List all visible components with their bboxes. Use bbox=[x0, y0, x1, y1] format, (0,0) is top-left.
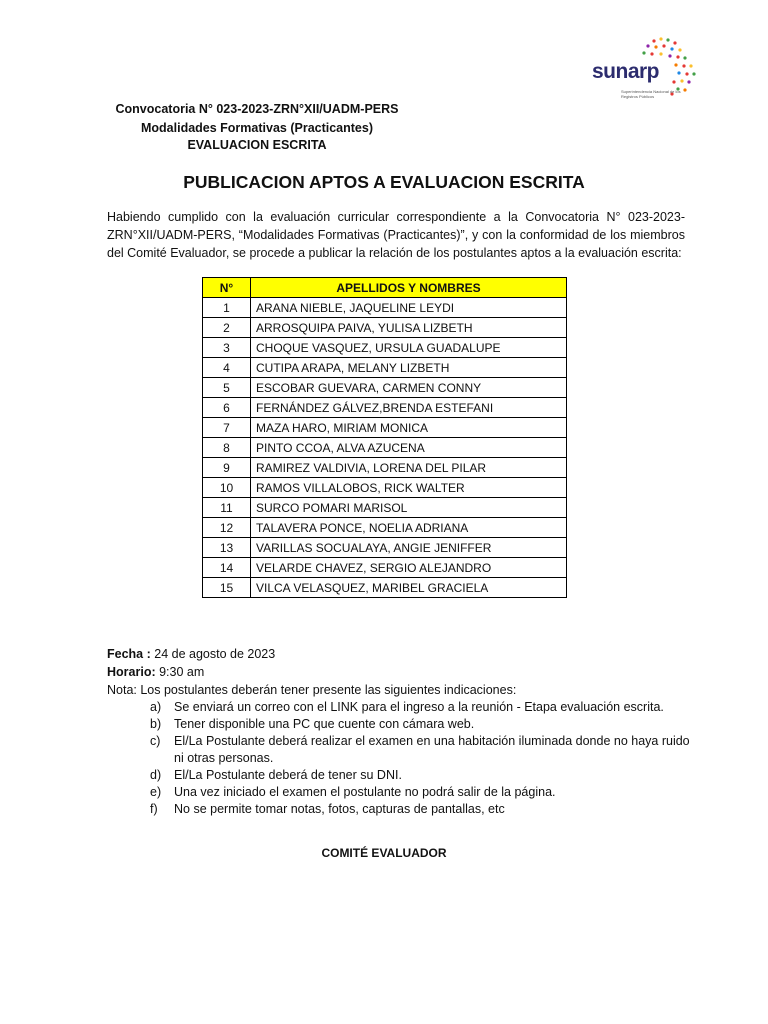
candidates-table bbox=[202, 277, 567, 598]
table-row bbox=[203, 338, 567, 358]
table-row bbox=[203, 298, 567, 318]
row-candidate-name: RAMOS VILLALOBOS, RICK WALTER bbox=[251, 478, 567, 498]
table-row bbox=[203, 418, 567, 438]
row-number: 10 bbox=[203, 478, 251, 498]
table-row bbox=[203, 478, 567, 498]
list-item-letter: f) bbox=[150, 802, 158, 816]
list-item-text: El/La Postulante deberá de tener su DNI. bbox=[174, 768, 402, 782]
list-item-text: No se permite tomar notas, fotos, capturas de pantallas, etc bbox=[174, 802, 505, 816]
row-number: 15 bbox=[203, 578, 251, 598]
row-number: 5 bbox=[203, 378, 251, 398]
row-candidate-name: CUTIPA ARAPA, MELANY LIZBETH bbox=[251, 358, 567, 378]
row-number: 11 bbox=[203, 498, 251, 518]
table-row bbox=[203, 518, 567, 538]
row-number: 2 bbox=[203, 318, 251, 338]
table-body bbox=[203, 298, 567, 598]
row-candidate-name: VILCA VELASQUEZ, MARIBEL GRACIELA bbox=[251, 578, 567, 598]
list-item-text: El/La Postulante deberá realizar el examen en una habitación iluminada donde no haya ruido ni otras personas. bbox=[174, 734, 690, 765]
row-number: 3 bbox=[203, 338, 251, 358]
row-candidate-name: TALAVERA PONCE, NOELIA ADRIANA bbox=[251, 518, 567, 538]
row-candidate-name: PINTO CCOA, ALVA AZUCENA bbox=[251, 438, 567, 458]
indications-list bbox=[150, 699, 690, 818]
sunarp-logo bbox=[588, 36, 700, 102]
list-item bbox=[150, 767, 690, 784]
signature: COMITÉ EVALUADOR bbox=[321, 846, 447, 860]
table-row bbox=[203, 558, 567, 578]
table-row bbox=[203, 378, 567, 398]
list-item bbox=[150, 733, 690, 767]
column-header-names: APELLIDOS Y NOMBRES bbox=[251, 278, 567, 298]
table-row bbox=[203, 458, 567, 478]
fecha-value: 24 de agosto de 2023 bbox=[154, 647, 276, 661]
row-candidate-name: RAMIREZ VALDIVIA, LORENA DEL PILAR bbox=[251, 458, 567, 478]
intro-paragraph: Habiendo cumplido con la evaluación curricular correspondiente a la Convocatoria N° 023-2023-ZRN°XII/UADM-PERS, “Modalidades Formativas (Practicantes)”, y con la conformidad de los miembros del Comité Evaluador, se procede a publicar la relación de los postulantes aptos a la evaluación escrita: bbox=[107, 210, 685, 260]
list-item bbox=[150, 699, 690, 716]
modalidad-title: Modalidades Formativas (Practicantes) bbox=[140, 121, 374, 135]
row-number: 1 bbox=[203, 298, 251, 318]
evaluation-type-title: EVALUACION ESCRITA bbox=[187, 138, 327, 152]
table-row bbox=[203, 398, 567, 418]
column-header-number: N° bbox=[203, 278, 251, 298]
table-row bbox=[203, 358, 567, 378]
list-item bbox=[150, 784, 690, 801]
row-number: 7 bbox=[203, 418, 251, 438]
row-number: 12 bbox=[203, 518, 251, 538]
list-item bbox=[150, 801, 690, 818]
fecha-line bbox=[107, 646, 275, 663]
table-header-row bbox=[203, 278, 567, 298]
row-candidate-name: MAZA HARO, MIRIAM MONICA bbox=[251, 418, 567, 438]
convocatoria-title: Convocatoria N° 023-2023-ZRN°XII/UADM-PERS bbox=[115, 102, 399, 116]
table-row bbox=[203, 538, 567, 558]
logo-wordmark: sunarp bbox=[592, 60, 660, 83]
list-item-text: Tener disponible una PC que cuente con cámara web. bbox=[174, 717, 475, 731]
list-item-text: Una vez iniciado el examen el postulante no podrá salir de la página. bbox=[174, 785, 556, 799]
row-number: 6 bbox=[203, 398, 251, 418]
row-number: 14 bbox=[203, 558, 251, 578]
row-candidate-name: SURCO POMARI MARISOL bbox=[251, 498, 567, 518]
list-item bbox=[150, 716, 690, 733]
list-item-letter: d) bbox=[150, 768, 162, 782]
horario-line bbox=[107, 664, 204, 681]
row-candidate-name: ARROSQUIPA PAIVA, YULISA LIZBETH bbox=[251, 318, 567, 338]
nota-text: Nota: Los postulantes deberán tener presente las siguientes indicaciones: bbox=[107, 683, 517, 697]
row-candidate-name: ESCOBAR GUEVARA, CARMEN CONNY bbox=[251, 378, 567, 398]
list-item-letter: b) bbox=[150, 717, 162, 731]
logo-subtitle: Superintendencia Nacional de los Registros Públicos bbox=[621, 89, 681, 99]
row-candidate-name: ARANA NIEBLE, JAQUELINE LEYDI bbox=[251, 298, 567, 318]
row-candidate-name: VELARDE CHAVEZ, SERGIO ALEJANDRO bbox=[251, 558, 567, 578]
row-number: 9 bbox=[203, 458, 251, 478]
row-candidate-name: FERNÁNDEZ GÁLVEZ,BRENDA ESTEFANI bbox=[251, 398, 567, 418]
row-number: 13 bbox=[203, 538, 251, 558]
table-row bbox=[203, 438, 567, 458]
row-candidate-name: CHOQUE VASQUEZ, URSULA GUADALUPE bbox=[251, 338, 567, 358]
row-number: 4 bbox=[203, 358, 251, 378]
row-candidate-name: VARILLAS SOCUALAYA, ANGIE JENIFFER bbox=[251, 538, 567, 558]
table-row bbox=[203, 578, 567, 598]
row-number: 8 bbox=[203, 438, 251, 458]
list-item-letter: c) bbox=[150, 734, 161, 748]
list-item-text: Se enviará un correo con el LINK para el ingreso a la reunión - Etapa evaluación escrita. bbox=[174, 700, 664, 714]
list-item-letter: a) bbox=[150, 700, 162, 714]
list-item-letter: e) bbox=[150, 785, 162, 799]
page-title: PUBLICACION APTOS A EVALUACION ESCRITA bbox=[183, 172, 585, 192]
horario-value: 9:30 am bbox=[159, 665, 205, 679]
horario-label: Horario: bbox=[107, 665, 156, 679]
table-row bbox=[203, 498, 567, 518]
table-row bbox=[203, 318, 567, 338]
fecha-label: Fecha : bbox=[107, 647, 151, 661]
